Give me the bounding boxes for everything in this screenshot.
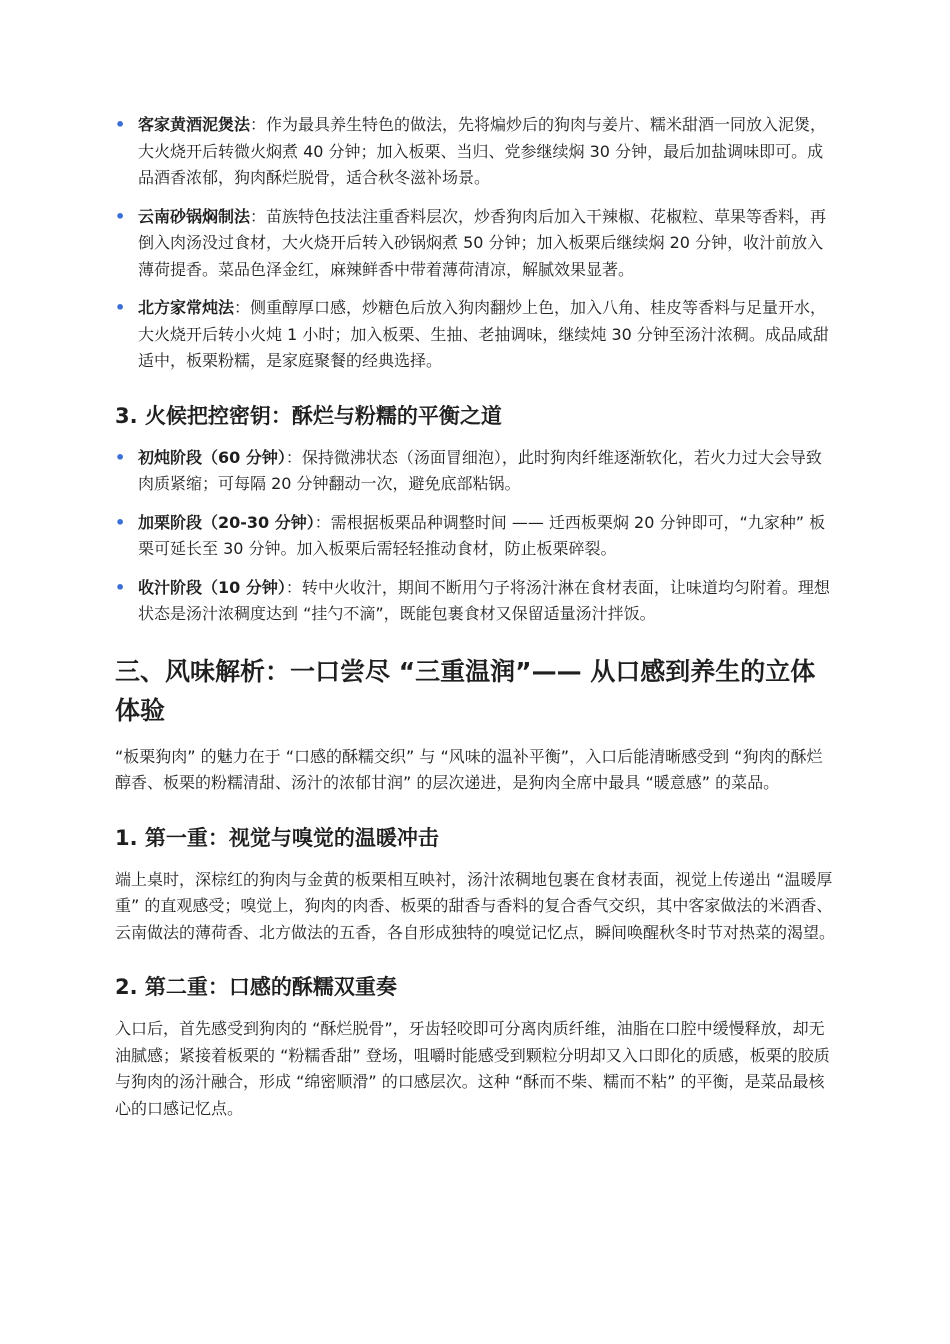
list-item: [115, 510, 837, 563]
list-item: [115, 575, 837, 628]
list-item: [115, 445, 837, 498]
list-item-text: ：作为最具养生特色的做法，先将煸炒后的狗肉与姜片、糯米甜酒一同放入泥煲，大火烧开后转微火焖煮 40 分钟；加入板栗、当归、党参继续焖 30 分钟，最后加盐调味即可。成品酒香浓郁，狗肉酥烂脱骨，适合秋冬滋补场景。: [138, 115, 827, 187]
subsection-heading: 3. 火候把控密钥：酥烂与粉糯的平衡之道: [115, 403, 502, 428]
list-item: [115, 112, 837, 192]
cooking-methods-list: [115, 112, 837, 375]
intro-paragraph: “板栗狗肉” 的魅力在于 “口感的酥糯交织” 与 “风味的温补平衡”，入口后能清晰感受到 “狗肉的酥烂醇香、板栗的粉糯清甜、汤汁的浓郁甘润” 的层次递进，是狗肉全席中最具 “暖意感” 的菜品。: [115, 746, 823, 792]
list-item-title: 客家黄酒泥煲法: [138, 115, 251, 134]
section-heading: 三、风味解析：一口尝尽 “三重温润”—— 从口感到养生的立体体验: [115, 656, 816, 725]
list-item: [115, 295, 837, 375]
list-item-title: 收汁阶段（10 分钟）: [138, 577, 286, 597]
bullet-icon: •: [115, 298, 126, 317]
list-item-title: 加栗阶段（20-30 分钟）: [138, 512, 315, 532]
bullet-icon: •: [115, 206, 126, 226]
subsection-heading: 2. 第二重：口感的酥糯双重奏: [115, 975, 397, 999]
list-item-text: ：苗族特色技法注重香料层次，炒香狗肉后加入干辣椒、花椒粒、草果等香料，再倒入肉汤没过食材，大火烧开后转入砂锅焖煮 50 分钟；加入板栗后继续焖 20 分钟，收汁前放入薄荷提香。菜品色泽金红，麻辣鲜香中带着薄荷清凉，解腻效果显著。: [138, 206, 827, 279]
list-item-text: ：保持微沸状态（汤面冒细泡），此时狗肉纤维逐渐软化，若火力过大会导致肉质紧缩；可每隔 20 分钟翻动一次，避免底部粘锅。: [138, 447, 822, 493]
heat-control-list: [115, 445, 837, 628]
list-item-title: 云南砂锅焖制法: [138, 206, 251, 226]
document-page: [115, 112, 837, 1122]
body-paragraph: 端上桌时，深棕红的狗肉与金黄的板栗相互映衬，汤汁浓稠地包裹在食材表面，视觉上传递出 “温暖厚重” 的直观感受；嗅觉上，狗肉的肉香、板栗的甜香与香料的复合香气交织，其中客家做法的米酒香、云南做法的薄荷香、北方做法的五香，各自形成独特的嗅觉记忆点，瞬间唤醒秋冬时节对热菜的渴望。: [115, 869, 836, 942]
bullet-icon: •: [115, 115, 126, 134]
list-item-title: 北方家常炖法: [138, 298, 235, 317]
bullet-icon: •: [115, 447, 126, 467]
bullet-icon: •: [115, 577, 126, 597]
bullet-icon: •: [115, 512, 126, 532]
list-item-text: ：需根据板栗品种调整时间 —— 迁西板栗焖 20 分钟即可，“九家种” 板栗可延长至 30 分钟。加入板栗后需轻轻推动食材，防止板栗碎裂。: [138, 512, 826, 558]
list-item: [115, 204, 837, 284]
list-item-text: ：侧重醇厚口感，炒糖色后放入狗肉翻炒上色，加入八角、桂皮等香料与足量开水，大火烧开后转小火炖 1 小时；加入板栗、生抽、老抽调味，继续炖 30 分钟至汤汁浓稠。成品咸甜适中，板栗粉糯，是家庭聚餐的经典选择。: [138, 298, 829, 370]
body-paragraph: 入口后，首先感受到狗肉的 “酥烂脱骨”，牙齿轻咬即可分离肉质纤维，油脂在口腔中缓慢释放，却无油腻感；紧接着板栗的 “粉糯香甜” 登场，咀嚼时能感受到颗粒分明却又入口即化的质感，板栗的胶质与狗肉的汤汁融合，形成 “绵密顺滑” 的口感层次。这种 “酥而不柴、糯而不粘” 的平衡，是菜品最核心的口感记忆点。: [115, 1019, 830, 1118]
list-item-title: 初炖阶段（60 分钟）: [138, 447, 286, 467]
subsection-heading: 1. 第一重：视觉与嗅觉的温暖冲击: [115, 825, 439, 850]
list-item-text: ：转中火收汁，期间不断用勺子将汤汁淋在食材表面，让味道均匀附着。理想状态是汤汁浓稠度达到 “挂勺不滴”，既能包裹食材又保留适量汤汁拌饭。: [138, 577, 830, 623]
